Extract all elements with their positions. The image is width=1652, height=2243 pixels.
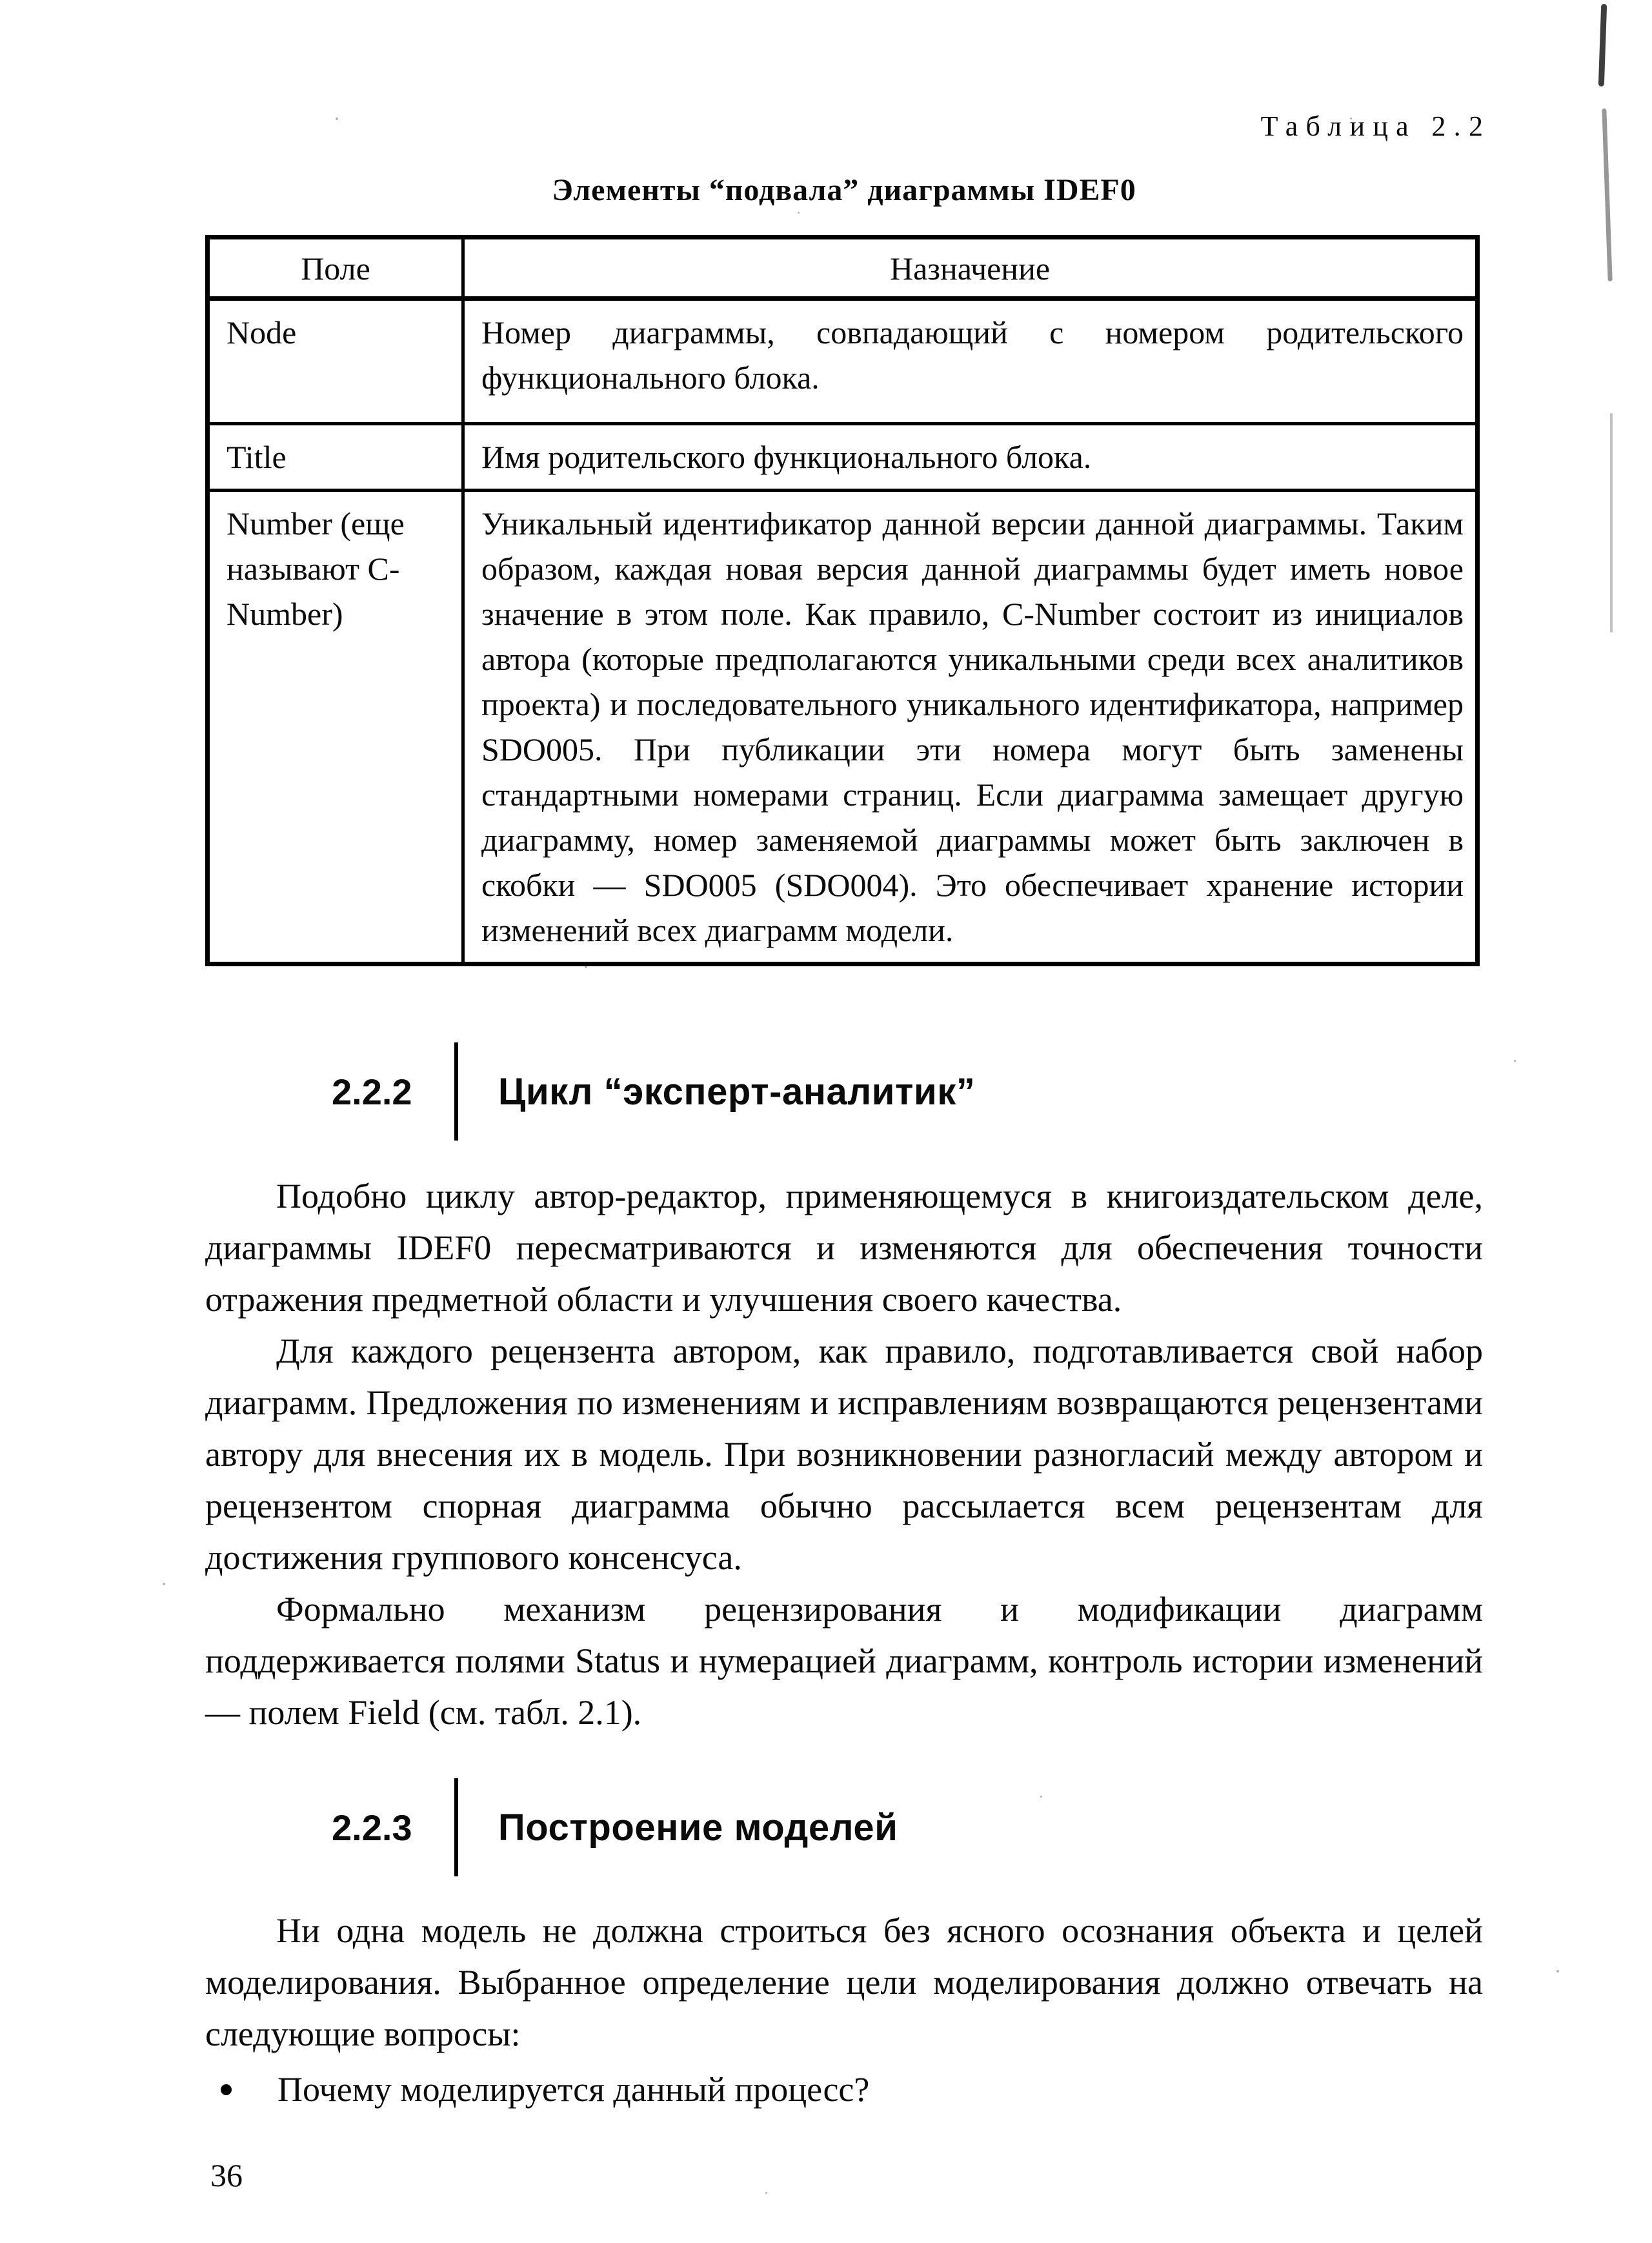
field-cell: Node [208,299,463,424]
section-heading-2-2-2 [205,1042,1483,1141]
paragraph: Для каждого рецензента автором, как правило, подготавливается свой набор диаграмм. Предложения по изменениям и исправлениям возвращаются рецензентами автору для внесения их в модель. При возникновении разногласий между автором и рецензентом спорная диаграмма обычно рассылается всем рецензентам для достижения группового консенсуса. [205,1332,1483,1577]
question-list [205,2064,1483,2115]
purpose-cell: Имя родительского функционального блока. [463,424,1478,491]
scan-artifact [163,1583,165,1585]
scan-artifact [1602,108,1612,281]
section-number: 2.2.3 [332,1807,412,1848]
bullet-item: Почему моделируется данный процесс? [205,2064,1483,2115]
table-row [208,424,1478,491]
section-number: 2.2.2 [332,1071,412,1112]
paragraph: Формально механизм рецензирования и модификации диаграмм поддерживается полями Status и нумерацией диаграмм, контроль истории изменений — полем Field (см. табл. 2.1). [205,1590,1483,1732]
purpose-cell: Уникальный идентификатор данной версии данной диаграммы. Таким образом, каждая новая версия данной диаграммы будет иметь новое значение в этом поле. Как правило, C-Number состоит из инициалов автора (которые предполагаются уникальными среди всех аналитиков проекта) и последовательного уникального идентификатора, например SDO005. При публикации эти номера могут быть заменены стандартными номерами страниц. Если диаграмма замещает другую диаграмму, номер заменяемой диаграммы может быть заключен в скобки — SDO005 (SDO004). Это обеспечивает хранение истории изменений всех диаграмм модели. [463,491,1478,964]
column-header-purpose: Назначение [463,238,1478,299]
table-number-label: Таблица 2.2 [1260,110,1491,142]
table-row [208,491,1478,964]
table-caption: Элементы “подвала” диаграммы IDEF0 [552,173,1136,207]
heading-divider-bar [454,1778,458,1876]
section-heading-2-2-3 [205,1778,1483,1876]
idef0-footer-elements-table [205,235,1480,966]
table-header-row [208,238,1478,299]
field-cell: Title [208,424,463,491]
scan-artifact [1556,1970,1559,1973]
paragraph: Подобно циклу автор-редактор, применяющемуся в книгоиздательском деле, диаграммы IDEF0 пересматриваются и изменяются для обеспечения точности отражения предметной области и улучшения своего качества. [205,1177,1483,1319]
scan-artifact [1610,413,1613,633]
section-title: Построение моделей [498,1806,898,1849]
column-header-field: Поле [208,238,463,299]
scan-artifact [1598,4,1607,86]
heading-divider-bar [454,1042,458,1141]
scan-artifact [1514,1060,1516,1062]
purpose-cell: Номер диаграммы, совпадающий с номером родительского функционального блока. [463,299,1478,424]
paragraph: Ни одна модель не должна строиться без ясного осознания объекта и целей моделирования. Выбранное определение цели моделирования должно отвечать на следующие вопросы: [205,1911,1483,2053]
page-content [205,0,1491,2194]
page-number: 36 [210,2157,243,2193]
field-cell: Number (еще называют C-Number) [208,491,463,964]
section-title: Цикл “эксперт-аналитик” [498,1070,976,1113]
table-row [208,299,1478,424]
